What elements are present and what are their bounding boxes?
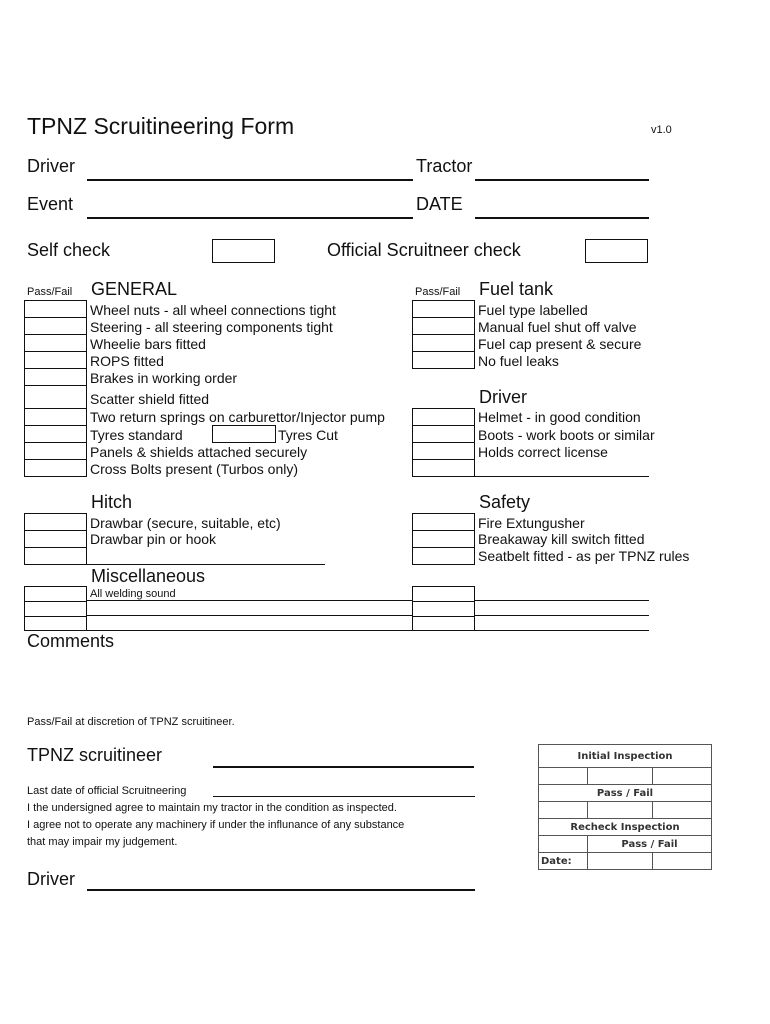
pass-fail-cell[interactable]	[412, 513, 475, 531]
inspection-cell[interactable]	[539, 836, 588, 853]
pass-fail-cell[interactable]	[24, 530, 87, 548]
general-item: Steering - all steering components tight	[90, 319, 333, 335]
driver-signature-line[interactable]	[87, 889, 475, 891]
driver-label: Driver	[27, 156, 75, 176]
self-check-label: Self check	[27, 240, 111, 260]
date-field[interactable]	[475, 195, 649, 219]
pass-fail-cell[interactable]	[24, 385, 87, 409]
divider-line	[475, 476, 649, 477]
driver-section-title: Driver	[479, 387, 527, 407]
pass-fail-cell[interactable]	[412, 351, 475, 369]
pass-fail-header-left: Pass/Fail	[27, 286, 73, 298]
pass-fail-cell[interactable]	[412, 616, 475, 631]
comments-title: Comments	[27, 631, 115, 651]
last-date-label: Last date of official Scruitneering	[27, 785, 187, 797]
driver-item: Boots - work boots or similar	[478, 427, 655, 443]
pass-fail-cell[interactable]	[24, 442, 87, 460]
misc-line	[87, 600, 412, 601]
driver-name-field[interactable]	[87, 157, 413, 181]
pass-fail-cell[interactable]	[24, 586, 87, 602]
pass-fail-cell[interactable]	[412, 586, 475, 602]
pass-fail-cell[interactable]	[412, 425, 475, 443]
pass-fail-cell[interactable]	[24, 408, 87, 426]
pass-fail-cell[interactable]	[24, 425, 87, 443]
fuel-tank-item: No fuel leaks	[478, 353, 559, 369]
scruitineer-label: TPNZ scruitineer	[27, 745, 163, 765]
safety-item: Seatbelt fitted - as per TPNZ rules	[478, 548, 690, 564]
misc-line	[475, 600, 649, 601]
scruitineer-signature-line[interactable]	[213, 766, 474, 768]
inspection-date-cell[interactable]	[588, 853, 653, 870]
tyres-cut-label: Tyres Cut	[278, 427, 338, 443]
general-item: Cross Bolts present (Turbos only)	[90, 461, 298, 477]
pass-fail-cell[interactable]	[412, 300, 475, 318]
fuel-tank-item: Fuel cap present & secure	[478, 336, 642, 352]
general-item: Wheel nuts - all wheel connections tight	[90, 302, 336, 318]
inspection-cell[interactable]	[653, 768, 712, 785]
pass-fail-cell[interactable]	[24, 317, 87, 335]
driver-item: Holds correct license	[478, 444, 608, 460]
recheck-inspection-header: Recheck Inspection	[539, 819, 712, 836]
misc-line	[475, 630, 649, 631]
footer-driver-label: Driver	[27, 869, 75, 889]
driver-item: Helmet - in good condition	[478, 409, 641, 425]
inspection-cell[interactable]	[539, 802, 588, 819]
tyres-cut-box[interactable]	[212, 425, 276, 443]
inspection-table	[538, 744, 712, 870]
pass-fail-cell[interactable]	[412, 459, 475, 477]
pass-fail-cell[interactable]	[24, 300, 87, 318]
inspection-cell[interactable]	[588, 802, 653, 819]
tractor-field[interactable]	[475, 157, 649, 181]
official-check-label: Official Scruitneer check	[327, 240, 521, 260]
form-version: v1.0	[651, 124, 672, 136]
recheck-pass-fail-label: Pass / Fail	[588, 836, 712, 853]
form-title: TPNZ Scruitineering Form	[27, 113, 295, 139]
safety-item: Breakaway kill switch fitted	[478, 531, 645, 547]
last-date-line[interactable]	[213, 796, 475, 797]
fuel-tank-item: Fuel type labelled	[478, 302, 588, 318]
misc-line	[87, 630, 412, 631]
hitch-item: Drawbar pin or hook	[90, 531, 217, 547]
general-item: Brakes in working order	[90, 370, 238, 386]
initial-inspection-header: Initial Inspection	[539, 745, 712, 768]
misc-item: All welding sound	[90, 588, 176, 600]
misc-line	[87, 615, 412, 616]
general-item: Scatter shield fitted	[90, 391, 210, 407]
event-field[interactable]	[87, 195, 413, 219]
agreement-line: I the undersigned agree to maintain my tractor in the condition as inspected.	[27, 802, 397, 814]
inspection-cell[interactable]	[539, 768, 588, 785]
pass-fail-cell[interactable]	[24, 601, 87, 617]
pass-fail-cell[interactable]	[412, 547, 475, 565]
fuel-tank-section-title: Fuel tank	[479, 279, 554, 299]
pass-fail-cell[interactable]	[412, 334, 475, 352]
divider-line	[87, 564, 325, 565]
tractor-label: Tractor	[416, 156, 473, 176]
misc-line	[475, 615, 649, 616]
pass-fail-cell[interactable]	[24, 616, 87, 631]
general-item: Panels & shields attached securely	[90, 444, 308, 460]
general-item: ROPS fitted	[90, 353, 164, 369]
pass-fail-cell[interactable]	[412, 530, 475, 548]
pass-fail-cell[interactable]	[24, 547, 87, 565]
inspection-date-label: Date:	[539, 853, 588, 870]
event-label: Event	[27, 194, 74, 214]
pass-fail-header-right: Pass/Fail	[415, 286, 461, 298]
inspection-cell[interactable]	[653, 802, 712, 819]
pass-fail-cell[interactable]	[24, 459, 87, 477]
pass-fail-cell[interactable]	[24, 351, 87, 369]
general-section-title: GENERAL	[91, 279, 178, 299]
agreement-line: that may impair my judgement.	[27, 836, 178, 848]
general-item: Two return springs on carburettor/Injector pump	[90, 409, 385, 425]
pass-fail-cell[interactable]	[24, 513, 87, 531]
safety-section-title: Safety	[479, 492, 531, 512]
date-label: DATE	[416, 194, 463, 214]
agreement-line: I agree not to operate any machinery if under the influnance of any substance	[27, 819, 405, 831]
pass-fail-cell[interactable]	[412, 408, 475, 426]
hitch-section-title: Hitch	[91, 492, 133, 512]
self-check-box[interactable]	[212, 239, 275, 263]
pass-fail-cell[interactable]	[24, 334, 87, 352]
fuel-tank-item: Manual fuel shut off valve	[478, 319, 637, 335]
hitch-item: Drawbar (secure, suitable, etc)	[90, 515, 281, 531]
misc-section-title: Miscellaneous	[91, 566, 206, 586]
discretion-note: Pass/Fail at discretion of TPNZ scruitineer.	[27, 716, 235, 728]
initial-pass-fail-label: Pass / Fail	[539, 785, 712, 802]
inspection-date-cell[interactable]	[653, 853, 712, 870]
comments-field[interactable]	[27, 655, 647, 705]
pass-fail-cell[interactable]	[412, 601, 475, 617]
general-item: Wheelie bars fitted	[90, 336, 206, 352]
official-check-box[interactable]	[585, 239, 648, 263]
pass-fail-cell[interactable]	[24, 368, 87, 386]
general-item: Tyres standard	[90, 427, 183, 443]
inspection-cell[interactable]	[588, 768, 653, 785]
safety-item: Fire Extungusher	[478, 515, 585, 531]
pass-fail-cell[interactable]	[412, 317, 475, 335]
pass-fail-cell[interactable]	[412, 442, 475, 460]
